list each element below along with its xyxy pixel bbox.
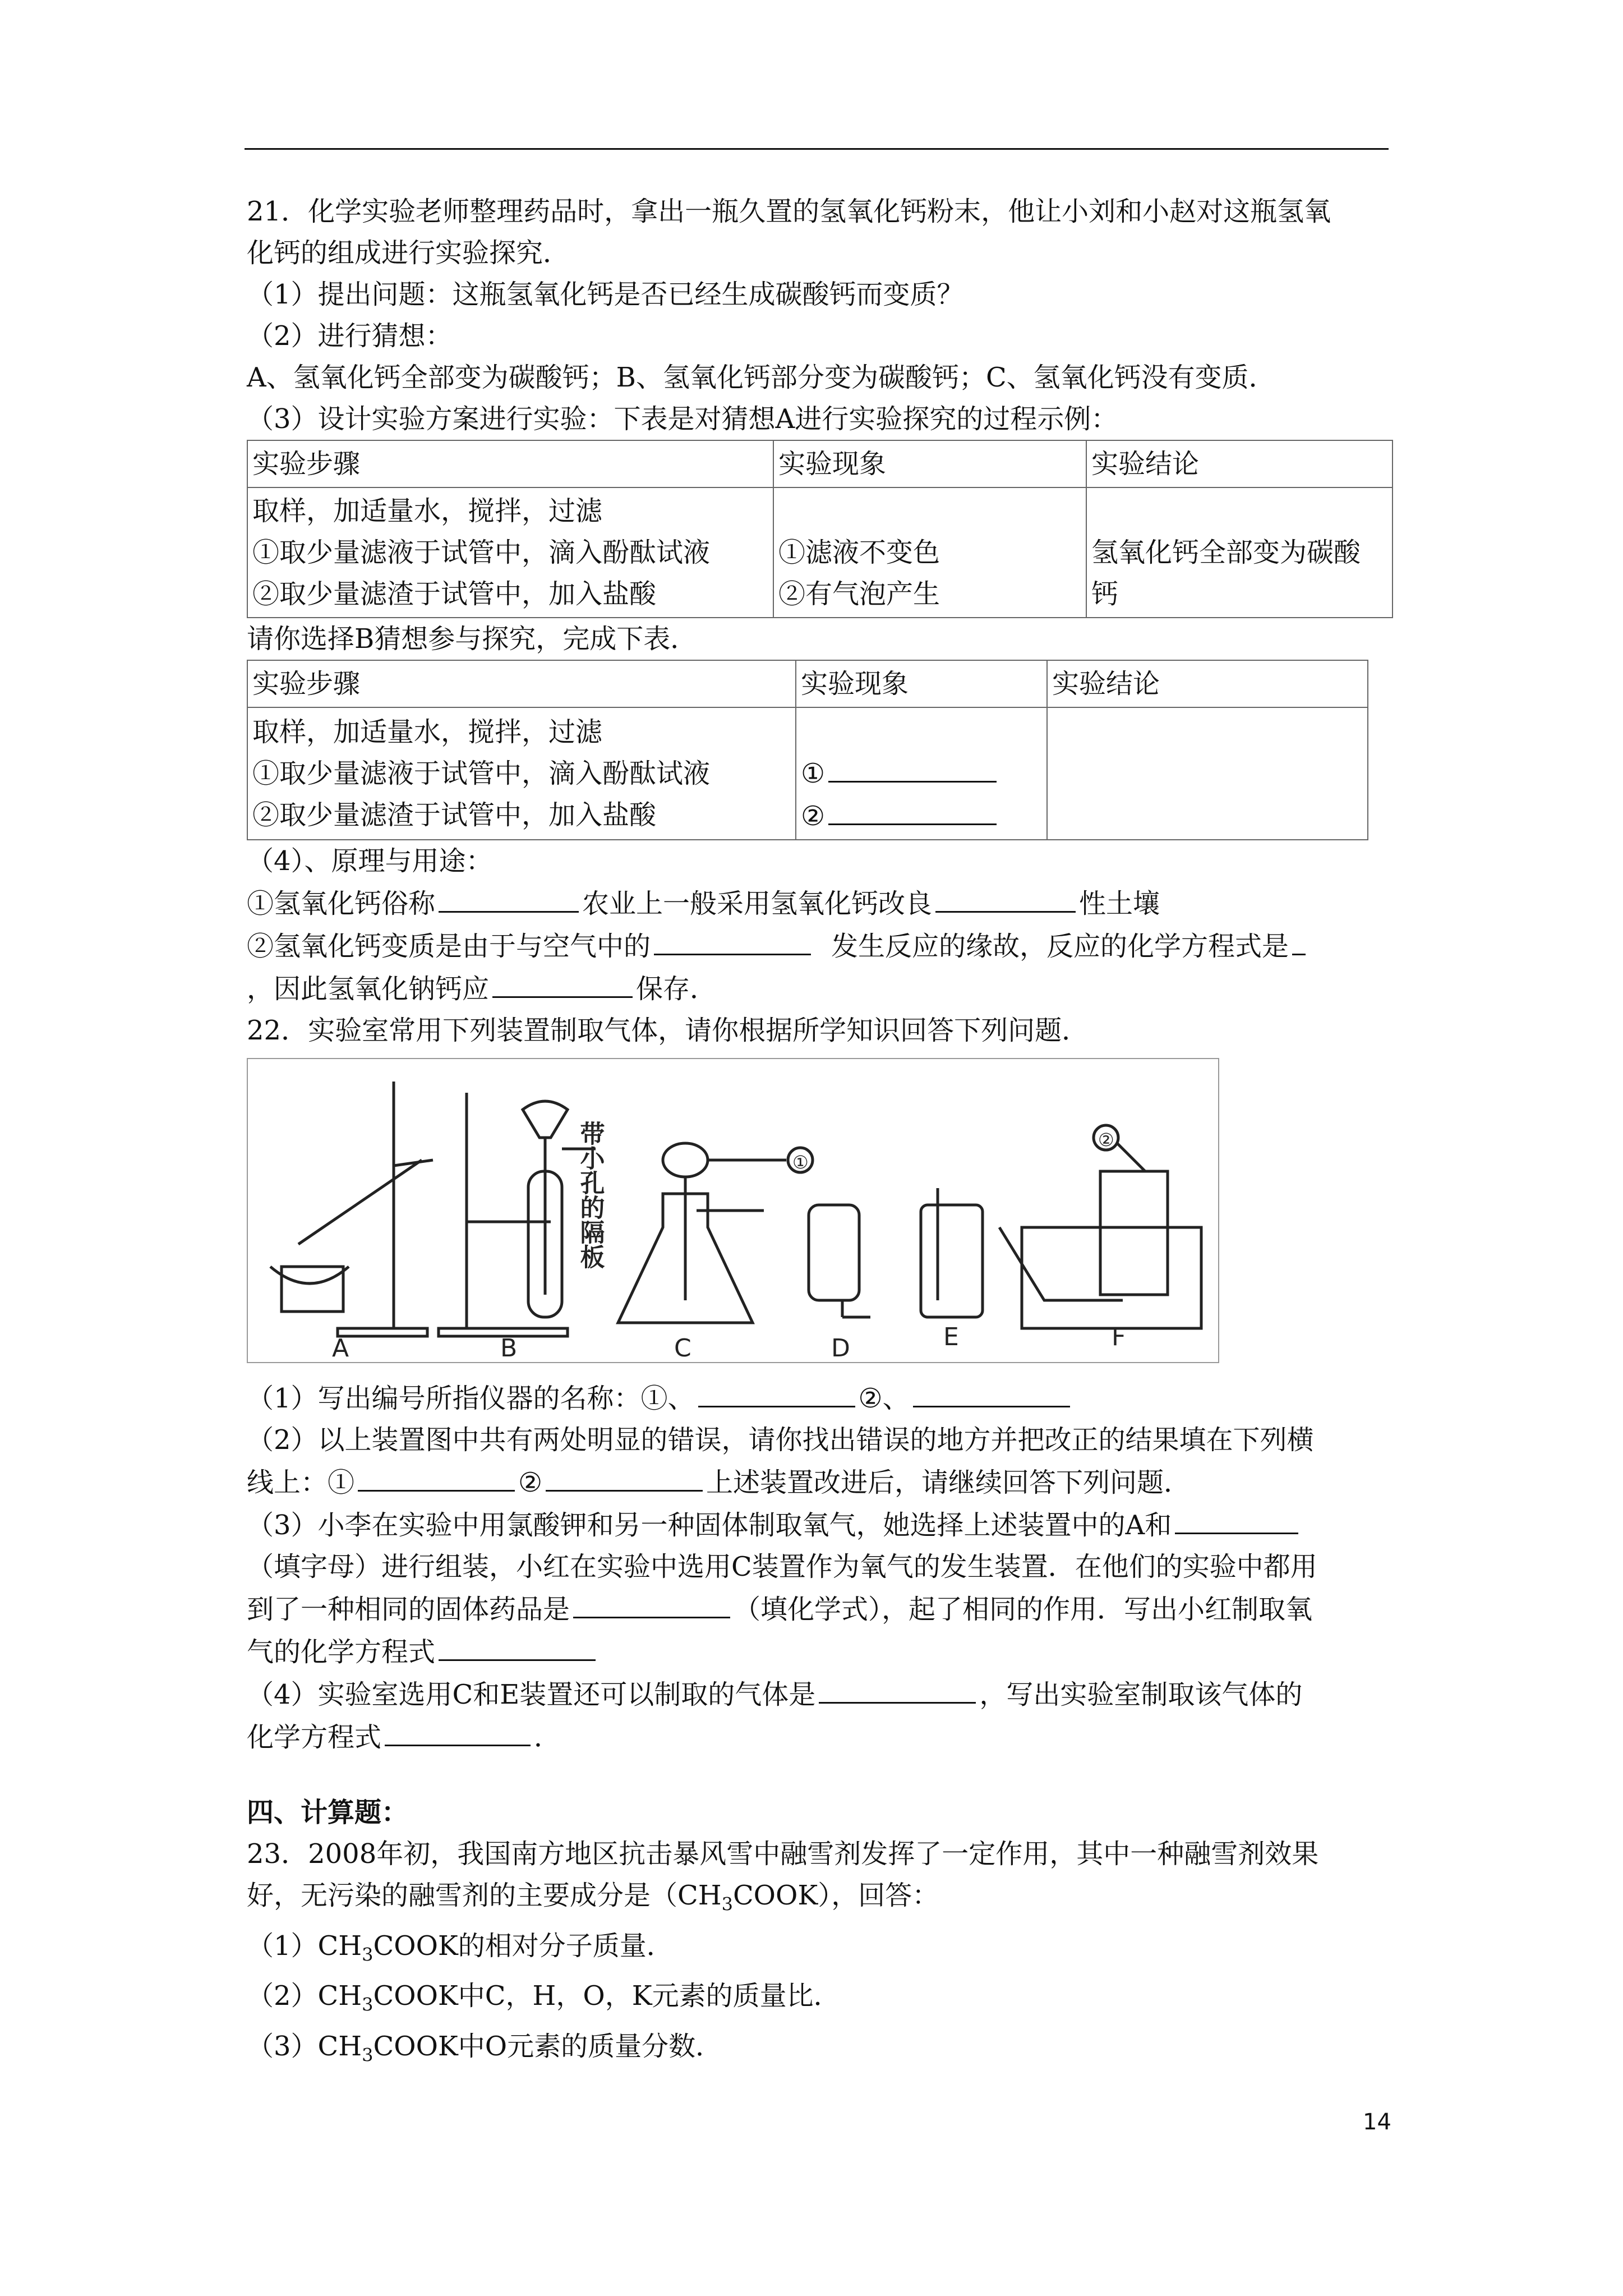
table1-step-a: 取样，加适量水，搅拌，过滤 — [252, 495, 603, 527]
q21-use2 — [247, 924, 1391, 967]
table1-step-b: ①取少量滤液于试管中，滴入酚酞试液 — [252, 537, 711, 568]
q22-part3-line1 — [247, 1503, 1391, 1546]
q21-step2: （2）进行猜想： — [247, 320, 453, 352]
q21-step3: （3）设计实验方案进行实验：下表是对猜想A进行实验探究的过程示例： — [247, 403, 1118, 435]
q22-p3-text-c: 到了一种相同的固体药品是 — [247, 1594, 570, 1625]
label-C: C — [674, 1334, 691, 1362]
q23-p2-sub: 3 — [362, 1994, 374, 2016]
use2-text-b: 发生反应的缘故，反应的化学方程式是 — [831, 931, 1289, 962]
marker-1-text: ① — [792, 1152, 809, 1173]
answer-blank-obs-b[interactable] — [828, 794, 997, 825]
answer-blank-instrument-1[interactable] — [698, 1377, 855, 1407]
use1-text-b: 农业上一般采用氢氧化钙改良 — [582, 888, 933, 919]
q23-intro-line2 — [247, 1875, 1391, 1925]
q21-use1 — [247, 882, 1391, 924]
q21-guess: A、氢氧化钙全部变为碳酸钙；B、氢氧化钙部分变为碳酸钙；C、氢氧化钙没有变质． — [247, 362, 1276, 393]
answer-blank-oxygen-equation[interactable] — [439, 1630, 596, 1661]
table-guess-b — [247, 660, 1368, 840]
table2-step-b: ①取少量滤液于试管中，滴入酚酞试液 — [252, 758, 711, 789]
table2-intro: 请你选择B猜想参与探究，完成下表． — [247, 623, 698, 655]
table2-steps — [247, 707, 796, 840]
q22-p1-text-a: （1）写出编号所指仪器的名称：①、 — [247, 1383, 695, 1414]
bottle-d — [809, 1205, 859, 1300]
table2-header-conclusion: 实验结论 — [1047, 660, 1368, 707]
q22-part3-line3 — [247, 1588, 1391, 1630]
bottle-e — [921, 1205, 983, 1317]
q22-p3-text-e: 气的化学方程式 — [247, 1636, 436, 1668]
table1-conclusion — [1086, 487, 1393, 618]
q22-part3-line2: （填字母）进行组装，小红在实验中选用C装置作为氧气的发生装置．在他们的实验中都用 — [247, 1551, 1317, 1582]
answer-blank-storage[interactable] — [492, 967, 633, 998]
trough-f — [1022, 1227, 1201, 1328]
table1-header-observation: 实验现象 — [773, 440, 1086, 487]
label-E: E — [943, 1323, 959, 1351]
apparatus-drawing — [248, 1059, 1218, 1362]
table2-observations — [796, 707, 1047, 840]
use3-text-b: 保存． — [636, 973, 717, 1005]
q23-p3-sub: 3 — [362, 2044, 374, 2066]
table2-header-observation: 实验现象 — [796, 660, 1047, 707]
tube-f — [999, 1227, 1123, 1300]
apparatus-figure — [247, 1058, 1219, 1363]
table-guess-a — [247, 440, 1393, 618]
answer-blank-soil[interactable] — [935, 882, 1076, 913]
use2-text-a: ②氢氧化钙变质是由于与空气中的 — [247, 931, 651, 962]
table1-header-steps: 实验步骤 — [247, 440, 773, 487]
q21-step1: （1）提出问题：这瓶氢氧化钙是否已经生成碳酸钙而变质？ — [247, 279, 964, 310]
q23-p2-a: （2）CH — [247, 1980, 362, 2012]
page-number: 14 — [1363, 2109, 1391, 2135]
answer-blank-catalyst[interactable] — [573, 1588, 730, 1618]
porous-plate-label: 带小孔的隔板 — [575, 1121, 605, 1269]
q22-p2-text-d: 上述装置改进后，请继续回答下列问题． — [706, 1467, 1191, 1498]
section-heading-calculation: 四、计算题： — [247, 1797, 409, 1828]
q22-p4-text-d: ． — [534, 1722, 561, 1753]
jar-f — [1100, 1171, 1168, 1295]
answer-blank-air-component[interactable] — [654, 924, 811, 955]
sep-funnel-c — [663, 1143, 708, 1177]
answer-blank-error-1[interactable] — [358, 1461, 515, 1492]
q21-step4: （4）、原理与用途： — [247, 845, 493, 877]
label-D: D — [831, 1334, 850, 1362]
table1-steps — [247, 487, 773, 618]
q22-p2-text-b: 线上：① — [247, 1467, 355, 1498]
answer-blank-common-name[interactable] — [439, 882, 579, 913]
q22-part4-line1 — [247, 1673, 1391, 1715]
q23-intro-line1: 23．2008年初，我国南方地区抗击暴风雪中融雪剂发挥了一定作用，其中一种融雪剂效果 — [247, 1838, 1319, 1870]
q23-intro-sub: 3 — [721, 1893, 733, 1915]
label-B: B — [500, 1334, 518, 1362]
label-F: F — [1112, 1323, 1126, 1351]
q23-intro-2c: COOK），回答： — [732, 1880, 939, 1911]
answer-blank-instrument-2[interactable] — [913, 1377, 1070, 1407]
page-content — [247, 191, 1391, 2076]
use3-text-a: ，因此氢氧化钠钙应 — [247, 973, 490, 1005]
alcohol-lamp-a — [282, 1267, 343, 1312]
q21-use3 — [247, 967, 1391, 1010]
q23-p1-c: COOK的相对分子质量． — [373, 1930, 674, 1962]
q23-p2-c: COOK中C，H，O，K元素的质量比． — [373, 1980, 841, 2012]
table2-step-a: 取样，加适量水，搅拌，过滤 — [252, 716, 603, 748]
table1-obs-a: ①滤液不变色 — [778, 537, 940, 568]
q22-part3-line4 — [247, 1630, 1391, 1673]
answer-blank-collector[interactable] — [1175, 1503, 1298, 1534]
header-rule — [245, 148, 1389, 150]
label-A: A — [332, 1334, 349, 1362]
q22-part1 — [247, 1377, 1391, 1419]
table1-header-conclusion: 实验结论 — [1086, 440, 1393, 487]
q23-p3-a: （3）CH — [247, 2030, 362, 2062]
table1-obs-b: ②有气泡产生 — [778, 578, 940, 610]
q23-intro-2a: 好，无污染的融雪剂的主要成分是（CH — [247, 1880, 722, 1911]
q22-p4-text-b: ，写出实验室制取该气体的 — [979, 1679, 1303, 1710]
use1-text-c: 性土壤 — [1079, 888, 1160, 919]
answer-blank-error-2[interactable] — [546, 1461, 703, 1492]
answer-blank-other-gas[interactable] — [819, 1673, 976, 1704]
q22-part2-line2 — [247, 1461, 1391, 1503]
funnel-b — [523, 1101, 568, 1138]
q22-p3-text-d: （填化学式），起了相同的作用．写出小红制取氧 — [734, 1594, 1313, 1625]
use1-text-a: ①氢氧化钙俗称 — [247, 888, 436, 919]
q23-part1 — [247, 1925, 1391, 1976]
q23-part3 — [247, 2026, 1391, 2076]
table1-conc-b: 钙 — [1091, 578, 1119, 610]
q21-intro-line1: 21．化学实验老师整理药品时，拿出一瓶久置的氢氧化钙粉末，他让小刘和小赵对这瓶氢氧 — [247, 196, 1331, 227]
q22-p4-text-a: （4）实验室选用C和E装置还可以制取的气体是 — [247, 1679, 816, 1710]
test-tube-a — [298, 1160, 422, 1244]
table1-conc-a: 氢氧化钙全部变为碳酸 — [1091, 537, 1361, 568]
table2-conclusion[interactable] — [1047, 707, 1368, 840]
q22-p1-text-b: ②、 — [858, 1383, 910, 1414]
q22-intro: 22．实验室常用下列装置制取气体，请你根据所学知识回答下列问题． — [247, 1015, 1089, 1046]
q22-p3-text-a: （3）小李在实验中用氯酸钾和另一种固体制取氧气，她选择上述装置中的A和 — [247, 1510, 1172, 1541]
table2-obs-b: ② — [801, 800, 826, 832]
q22-part2-line1: （2）以上装置图中共有两处明显的错误，请你找出错误的地方并把改正的结果填在下列横 — [247, 1424, 1314, 1456]
q23-p1-a: （1）CH — [247, 1930, 362, 1962]
answer-blank-obs-a[interactable] — [828, 752, 997, 783]
q22-part4-line2 — [247, 1715, 1391, 1758]
table1-observations — [773, 487, 1086, 618]
q22-p4-text-c: 化学方程式 — [247, 1722, 382, 1753]
marker-2-text: ② — [1098, 1129, 1114, 1151]
q23-part2 — [247, 1975, 1391, 2026]
leader-line-2 — [1117, 1143, 1145, 1171]
table2-step-c: ②取少量滤渣于试管中，加入盐酸 — [252, 799, 657, 831]
answer-blank-gas-equation[interactable] — [385, 1715, 531, 1746]
q21-intro-line2: 化钙的组成进行实验探究． — [247, 237, 570, 269]
stand-base-a — [338, 1328, 427, 1336]
table1-step-c: ②取少量滤渣于试管中，加入盐酸 — [252, 578, 657, 610]
answer-blank-equation[interactable] — [1292, 924, 1306, 955]
q23-p1-sub: 3 — [362, 1944, 374, 1966]
table2-header-steps: 实验步骤 — [247, 660, 796, 707]
table2-obs-a: ① — [801, 758, 826, 789]
q22-p2-text-c: ② — [518, 1467, 543, 1498]
q23-p3-c: COOK中O元素的质量分数． — [373, 2030, 723, 2062]
